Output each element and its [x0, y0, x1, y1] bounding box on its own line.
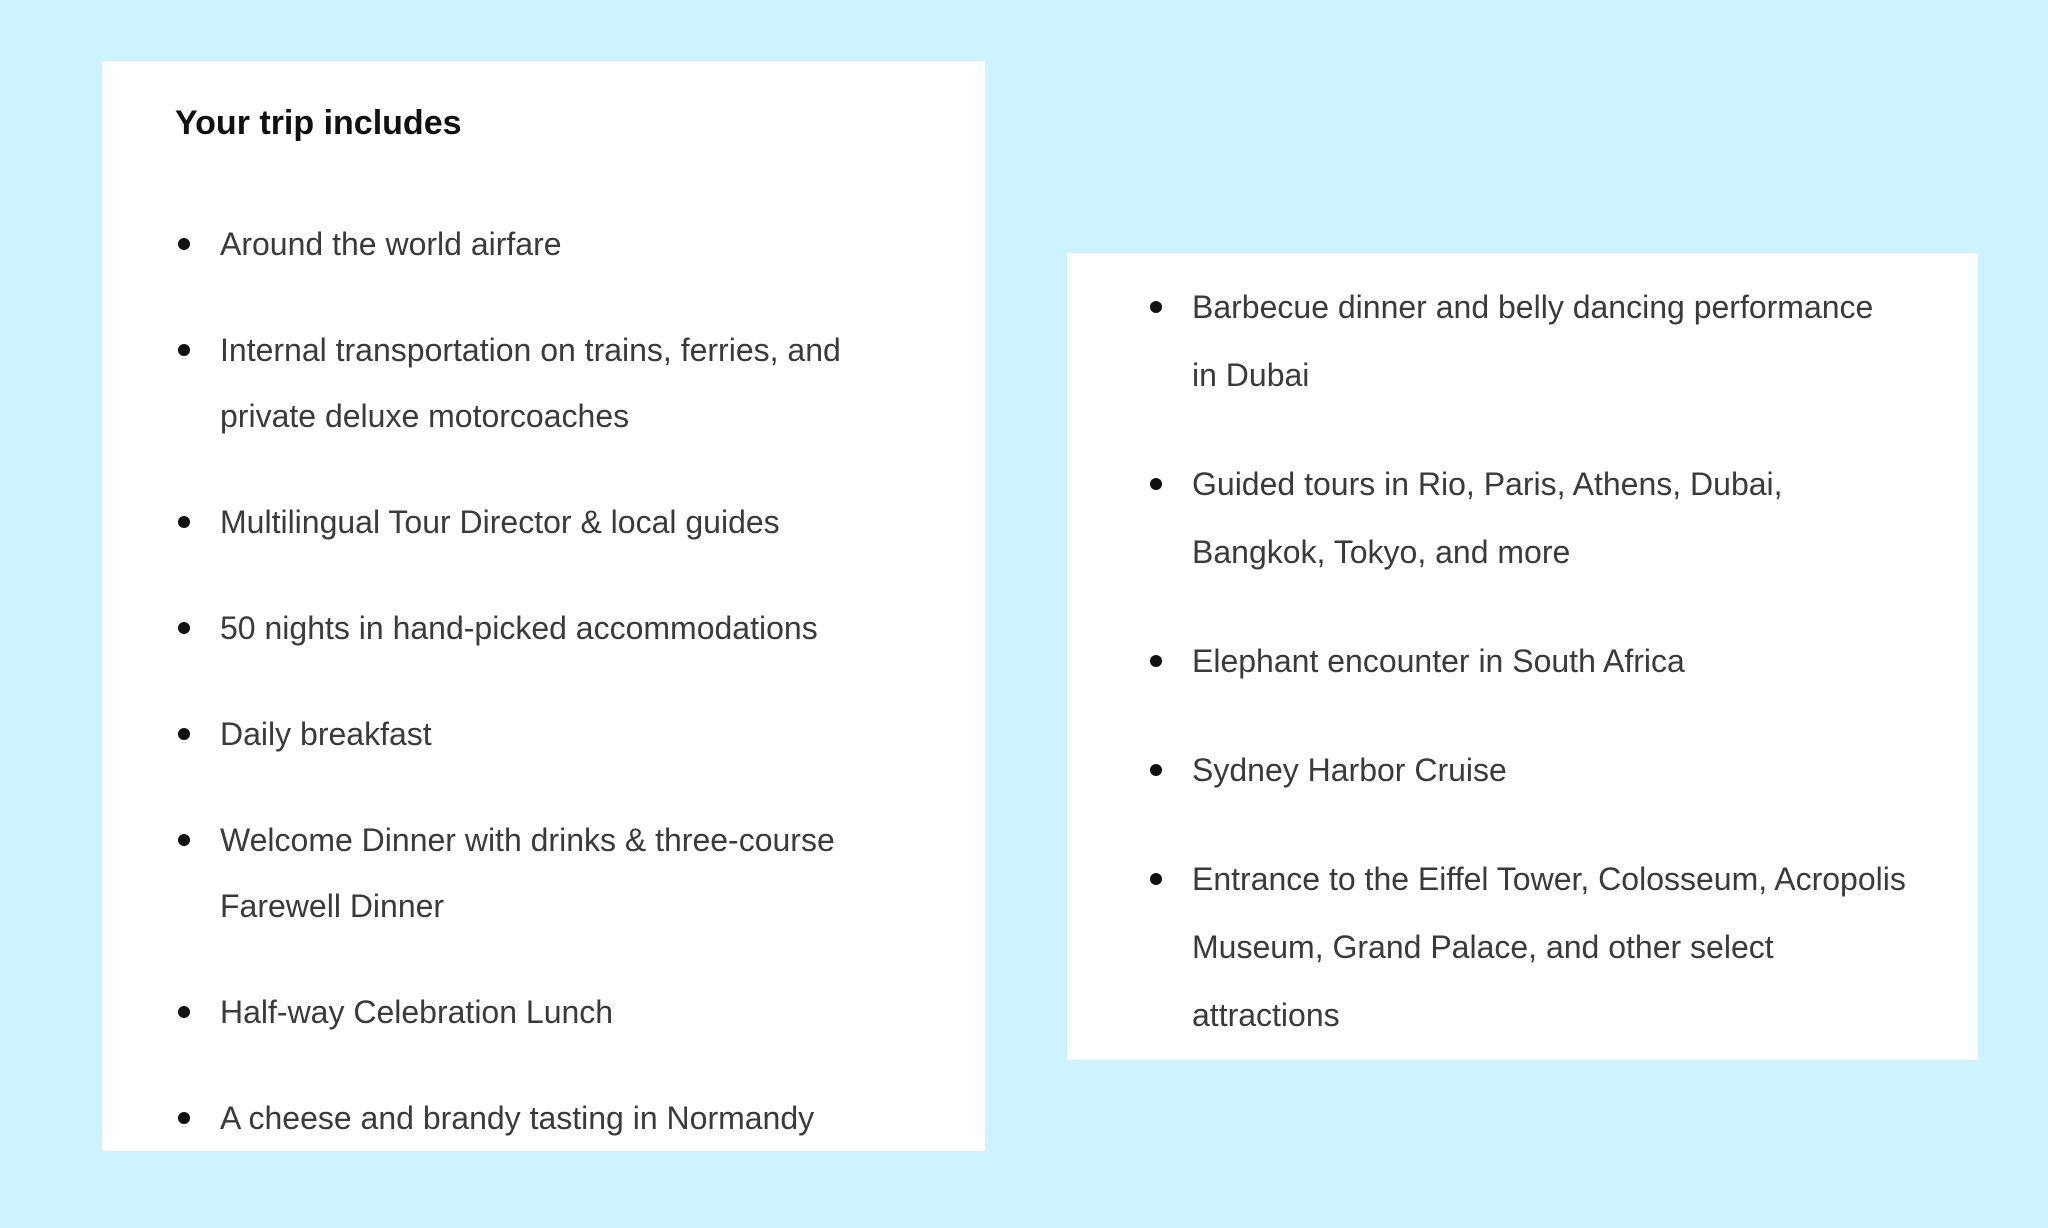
- list-item-text: Elephant encounter in South Africa: [1192, 643, 1685, 679]
- bullet-icon: [1150, 655, 1162, 667]
- list-item-text: Guided tours in Rio, Paris, Athens, Dubai, Bangkok, Tokyo, and more: [1192, 466, 1783, 570]
- bullet-icon: [1150, 478, 1162, 490]
- bullet-icon: [178, 1112, 190, 1124]
- list-item-text: Around the world airfare: [220, 226, 562, 262]
- inclusions-list-continued: [1147, 273, 1907, 1090]
- list-item: [175, 595, 915, 661]
- list-item: [175, 317, 915, 449]
- list-item-text: Entrance to the Eiffel Tower, Colosseum, Acropolis Museum, Grand Palace, and other select attractions: [1192, 861, 1906, 1033]
- bullet-icon: [1150, 301, 1162, 313]
- trip-extras-card: [1067, 253, 1978, 1060]
- bullet-icon: [178, 344, 190, 356]
- list-item-text: Daily breakfast: [220, 716, 432, 752]
- list-item-text: Multilingual Tour Director & local guides: [220, 504, 780, 540]
- list-item-text: Sydney Harbor Cruise: [1192, 752, 1507, 788]
- list-item: [175, 979, 915, 1045]
- list-item: [175, 211, 915, 277]
- card-title: Your trip includes: [175, 104, 462, 142]
- bullet-icon: [178, 622, 190, 634]
- bullet-icon: [178, 516, 190, 528]
- trip-includes-card: [102, 61, 985, 1151]
- bullet-icon: [178, 834, 190, 846]
- list-item: [175, 489, 915, 555]
- bullet-icon: [1150, 873, 1162, 885]
- list-item: [1147, 845, 1907, 1049]
- list-item: [1147, 627, 1907, 695]
- list-item-text: Welcome Dinner with drinks & three-course Farewell Dinner: [220, 822, 835, 924]
- bullet-icon: [178, 238, 190, 250]
- list-item: [175, 807, 915, 939]
- bullet-icon: [178, 1006, 190, 1018]
- list-item-text: Half-way Celebration Lunch: [220, 994, 614, 1030]
- list-item: [175, 1085, 915, 1151]
- list-item-text: 50 nights in hand-picked accommodations: [220, 610, 818, 646]
- list-item: [175, 701, 915, 767]
- inclusions-list: [175, 211, 915, 1191]
- list-item-text: A cheese and brandy tasting in Normandy: [220, 1100, 815, 1136]
- list-item-text: Barbecue dinner and belly dancing performance in Dubai: [1192, 289, 1874, 393]
- list-item: [1147, 273, 1907, 409]
- list-item-text: Internal transportation on trains, ferries, and private deluxe motorcoaches: [220, 332, 841, 434]
- list-item: [1147, 450, 1907, 586]
- bullet-icon: [178, 728, 190, 740]
- list-item: [1147, 736, 1907, 804]
- bullet-icon: [1150, 764, 1162, 776]
